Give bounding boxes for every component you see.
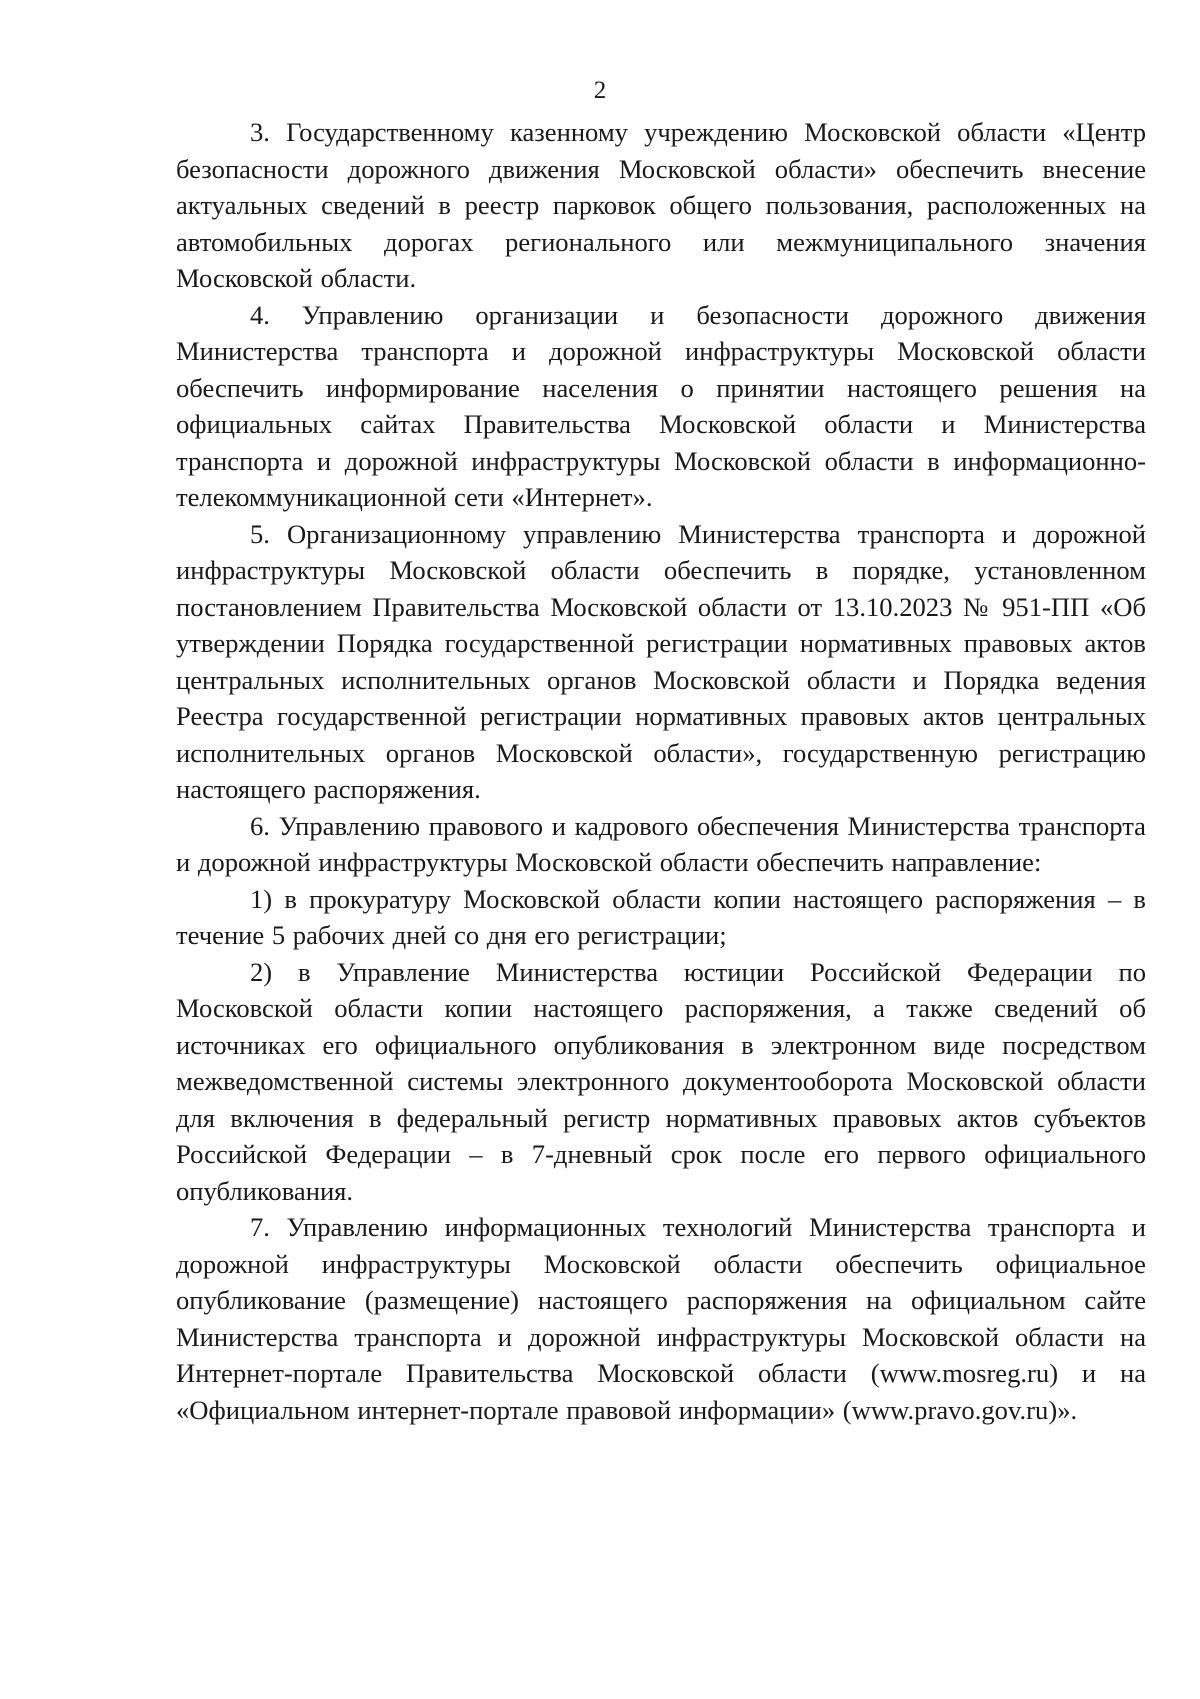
page-number: 2 bbox=[593, 77, 607, 104]
paragraph-6-item-2: 2) в Управление Министерства юстиции Российской Федерации по Московской области копии настоящего распоряжения, а также сведений об источниках его официального опубликования в электронном виде посредством межведомственной системы электронного документооборота Московской области для включения в федеральный регистр нормативных правовых актов субъектов Российской Федерации – в 7-дневный срок после его первого официального опубликования. bbox=[176, 956, 1146, 1206]
paragraph-5: 5. Организационному управлению Министерства транспорта и дорожной инфраструктуры Московской области обеспечить в порядке, установленном постановлением Правительства Московской области от 13.10.2023 № 951-ПП «Об утверждении Порядка государственной регистрации нормативных правовых актов центральных исполнительных органов Московской области и Порядка ведения Реестра государственной регистрации нормативных правовых актов центральных исполнительных органов Московской области», государственную регистрацию настоящего распоряжения. bbox=[176, 518, 1146, 804]
paragraph-3: 3. Государственному казенному учреждению Московской области «Центр безопасности дорожного движения Московской области» обеспечить внесение актуальных сведений в реестр парковок общего пользования, расположенных на автомобильных дорогах регионального или межмуниципального значения Московской области. bbox=[176, 117, 1146, 293]
paragraph-4: 4. Управлению организации и безопасности дорожного движения Министерства транспорта и дорожной инфраструктуры Московской области обеспечить информирование населения о принятии настоящего решения на официальных сайтах Правительства Московской области и Министерства транспорта и дорожной инфраструктуры Московской области в информационно-телекоммуникационной сети «Интернет». bbox=[176, 299, 1146, 512]
paragraph-7: 7. Управлению информационных технологий Министерства транспорта и дорожной инфраструктуры Московской области обеспечить официальное опубликование (размещение) настоящего распоряжения на официальном сайте Министерства транспорта и дорожной инфраструктуры Московской области на Интернет-портале Правительства Московской области (www.mosreg.ru) и на «Официальном интернет-портале правовой информации» (www.pravo.gov.ru)». bbox=[176, 1212, 1146, 1425]
paragraph-6-item-1: 1) в прокуратуру Московской области копии настоящего распоряжения – в течение 5 рабочих дней со дня его регистрации; bbox=[176, 883, 1146, 950]
document-body bbox=[176, 114, 1146, 1428]
paragraph-6: 6. Управлению правового и кадрового обеспечения Министерства транспорта и дорожной инфраструктуры Московской области обеспечить направление: bbox=[176, 810, 1146, 877]
